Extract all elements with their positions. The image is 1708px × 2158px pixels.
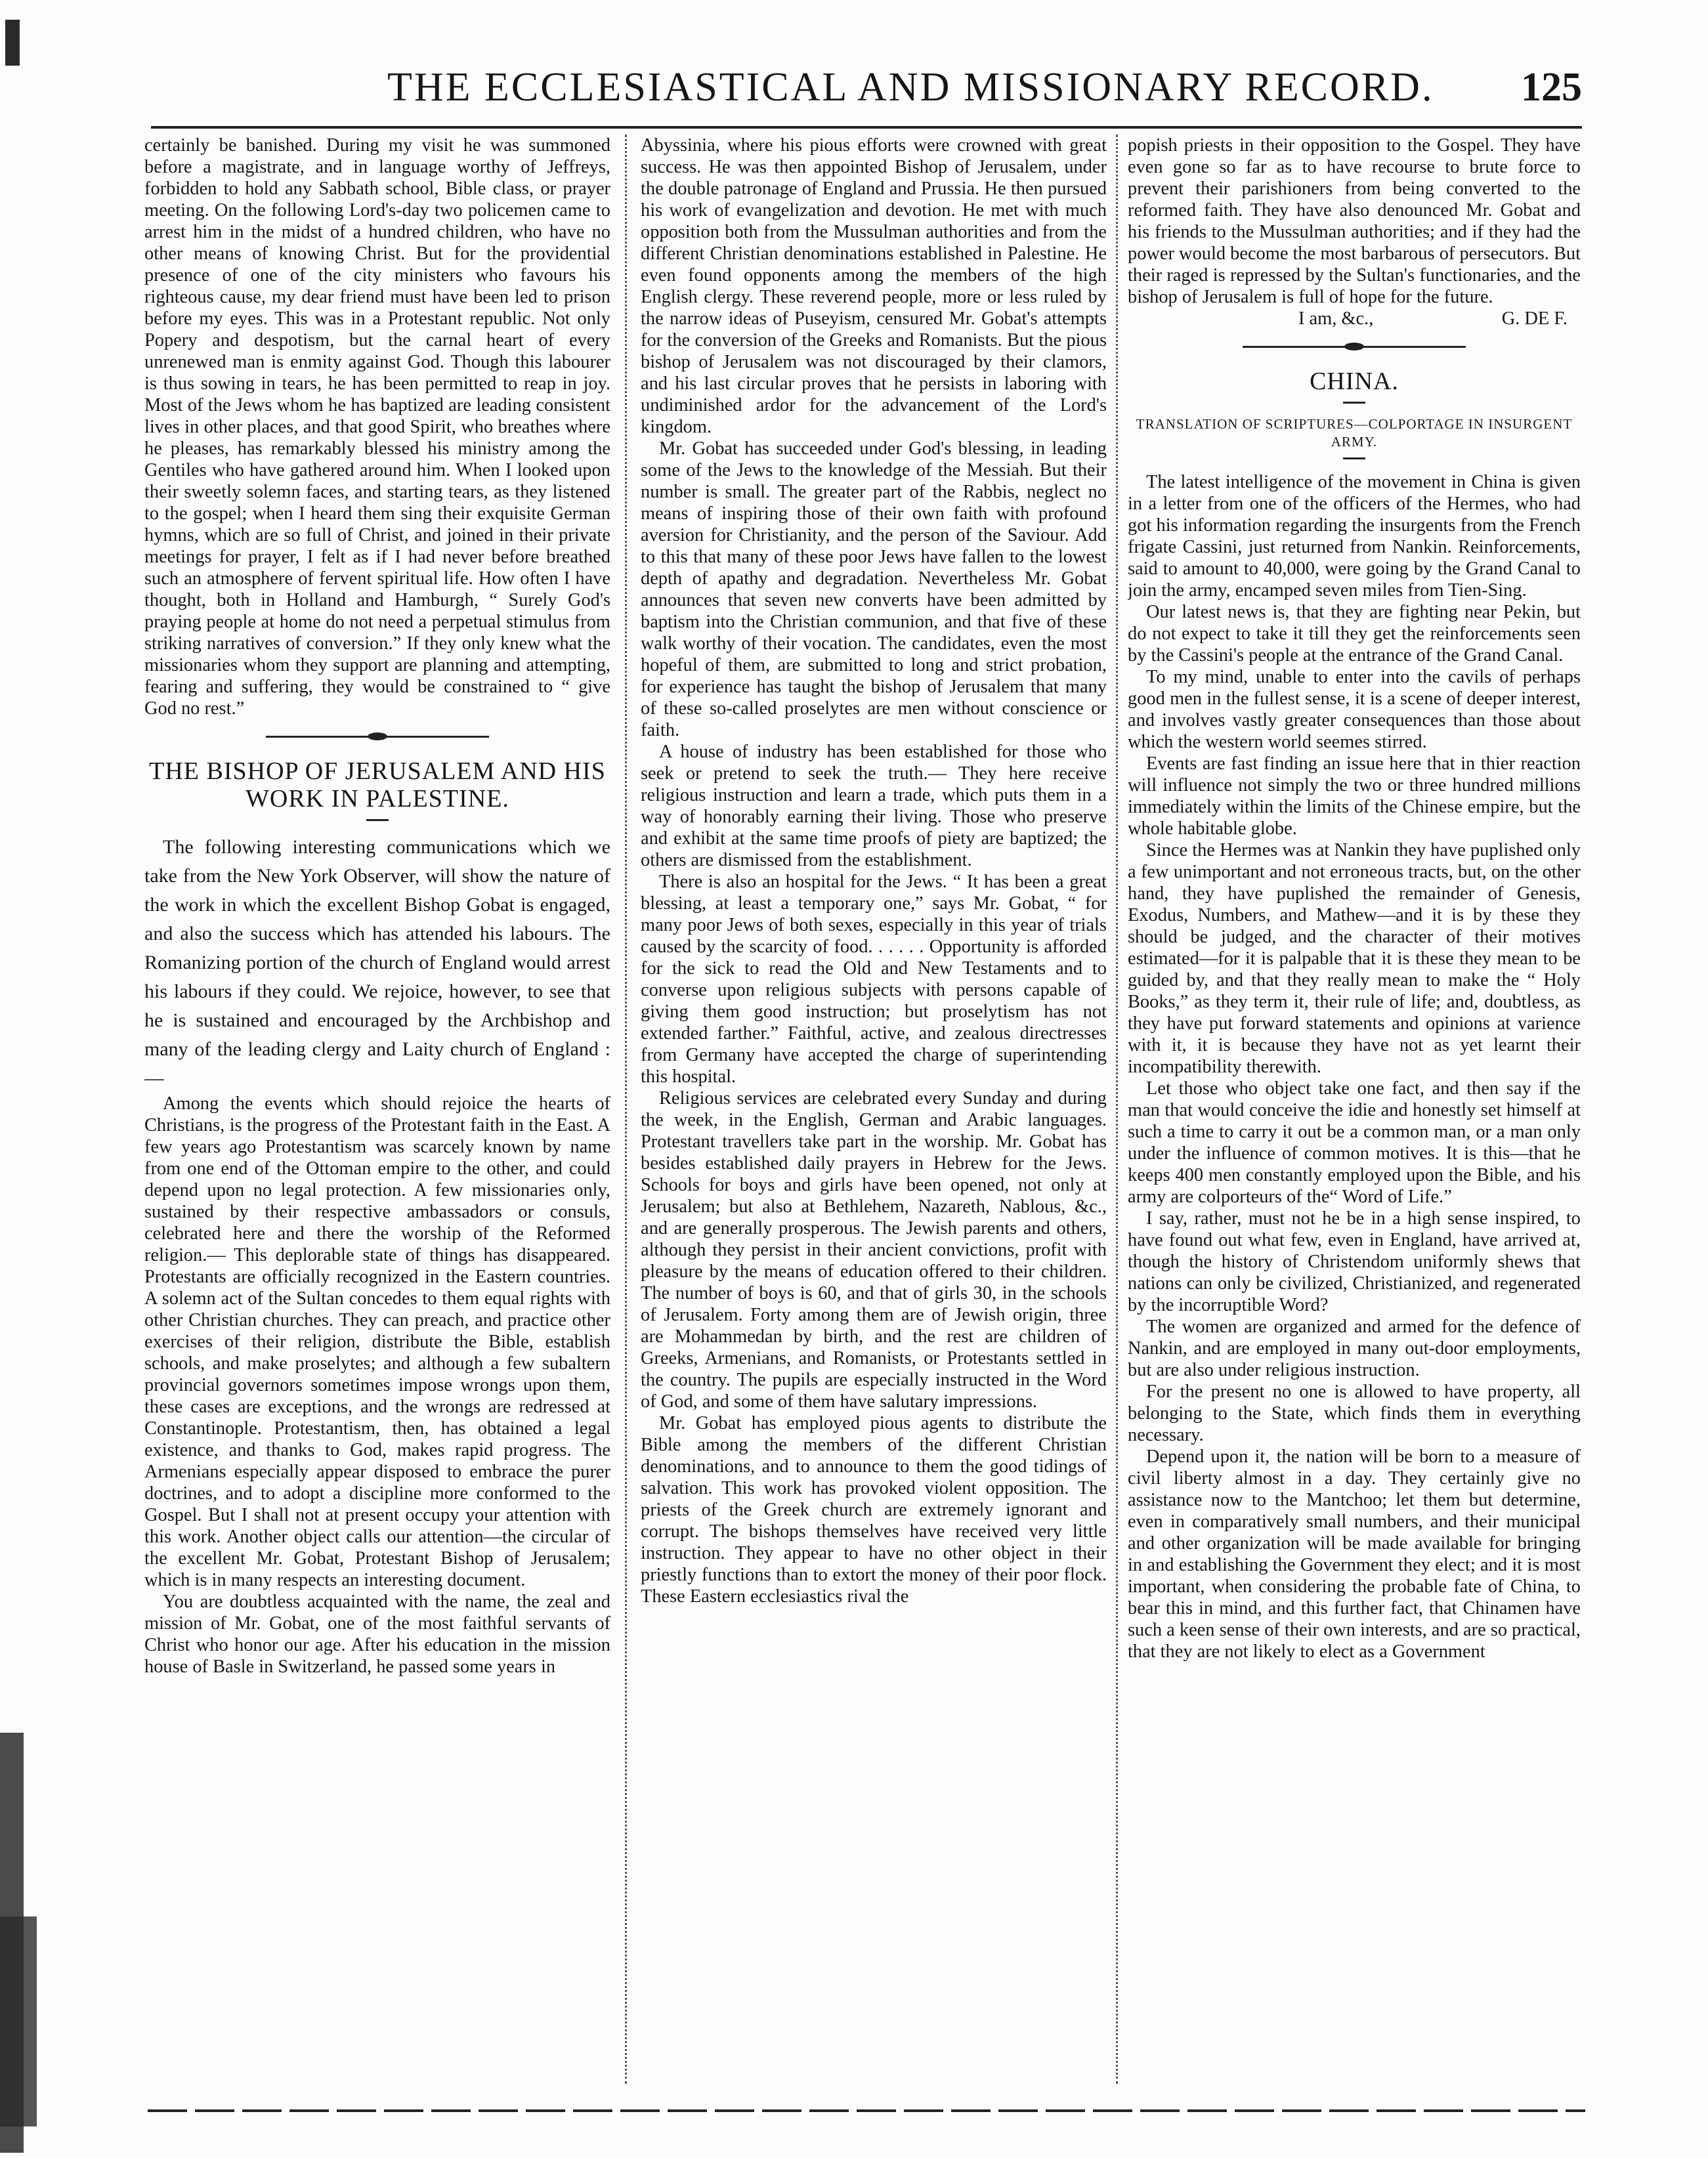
paragraph: For the present no one is allowed to have property, all belonging to the State, which finds them in everything necessary. (1128, 1382, 1581, 1445)
article-heading: THE BISHOP OF JERUSALEM AND HIS WORK IN PALESTINE. (149, 757, 606, 813)
heading-dash (366, 819, 389, 821)
scan-edge-mark (5, 20, 20, 66)
paragraph: A house of industry has been established for those who seek or pretend to seek the truth.— They here receive religious instruction and learn a trade, which puts them in a way of honorably earning their living. Those who preserve and exhibit at the same time proofs of piety are baptized; the others are dismissed from the establishment. (641, 742, 1107, 870)
paragraph: Among the events which should rejoice the hearts of Christians, is the progress of the Protestant faith in the East. A few years ago Protestantism was scarcely known by name from one end of the Ottoman empire to the other, and could depend upon no legal protection. A few missionaries only, sustained by their respective ambassadors or consuls, celebrated here and there the worship of the Reformed religion.— This deplorable state of things has disappeared. Protestants are officially recognized in the Eastern countries. A solemn act of the Sultan concedes to them equal rights with other Christian churches. They can preach, and practice other exercises of their religion, distribute the Bible, establish schools, and make proselytes; and although a few subaltern provincial governors sometimes impose wrongs upon them, these cases are exceptions, and the wrongs are redressed at Constantinople. Protestantism, then, has obtained a legal existence, and thanks to God, makes rapid progress. The Armenians especially appear disposed to embrace the purer doctrines, and to adopt a discipline more conformed to the Gospel. But I shall not at present occupy your attention with this work. Another object calls our attention—the circular of the excellent Mr. Gobat, Protestant Bishop of Jerusalem; which is in many respects an interesting document. (144, 1093, 610, 1590)
paragraph: Our latest news is, that they are fighting near Pekin, but do not expect to take it till they get the reinforcements seen by the Cassini's people at the entrance of the Grand Canal. (1128, 602, 1581, 666)
column-divider (625, 135, 627, 2084)
header-rule (151, 126, 1582, 129)
paragraph: Since the Hermes was at Nankin they have puplished only a few unimportant and not erroneous tracts, but, on the other hand, they have puplished the remainder of Genesis, Exodus, Numbers, and Mathew—and it is by these they should be judged, and the character of their motives estimated—for it is palpable that it is these they mean to be guided by, and that they really mean to make the “ Holy Books,” as they term it, their rule of life; and, doubtless, as they have put forward statements and opinions at varience with it, it is because they have not as yet learnt their incompatibility therewith. (1128, 840, 1581, 1077)
page-header (151, 64, 1582, 123)
paragraph: popish priests in their opposition to the Gospel. They have even gone so far as to have recourse to brute force to prevent their parishioners from being converted to the reformed faith. They have also denounced Mr. Gobat and his friends to the Mussulman authorities; and if they had the power would become the most barbarous of persecutors. But their raged is repressed by the Sultan's functionaries, and the bishop of Jerusalem is full of hope for the future. (1128, 135, 1581, 307)
paragraph: To my mind, unable to enter into the cavils of perhaps good men in the fullest sense, it is a scene of deeper interest, and involves vastly greater consequences than those about which the western world seemes stirred. (1128, 667, 1581, 752)
page-number: 125 (1521, 65, 1582, 110)
signoff-closing: I am, &c., (1298, 308, 1374, 329)
signoff-signature: G. DE F. (1501, 308, 1568, 329)
column-3 (1128, 135, 1581, 2090)
article-heading: CHINA. (1310, 368, 1399, 395)
paragraph: Let those who object take one fact, and then say if the man that would conceive the idie and honestly set himself at such a time to carry it out be a common man, or a man only under the influence of common motives. It is this—that he keeps 400 men constantly employed upon the Bible, and his army are colporteurs of the“ Word of Life.” (1128, 1078, 1581, 1207)
paragraph: The latest intelligence of the movement in China is given in a letter from one of the officers of the Hermes, who had got his information regarding the insurgents from the French frigate Cassini, just returned from Nankin. Reinforcements, said to amount to 40,000, were going by the Grand Canal to join the army, encamped seven miles from Tien-Sing. (1128, 472, 1581, 601)
column-1 (144, 135, 610, 2090)
paragraph: Mr. Gobat has succeeded under God's blessing, in leading some of the Jews to the knowledge of the Messiah. But their number is small. The greater part of the Rabbis, neglect no means of inspiring those of their own faith with profound aversion for Christianity, and the person of the Saviour. Add to this that many of these poor Jews have fallen to the lowest depth of apathy and degradation. Nevertheless Mr. Gobat announces that seven new converts have been admitted by baptism into the Christian communion, and that five of these walk worthy of their vocation. The candidates, even the most hopeful of them, are submitted to long and strict probation, for experience has taught the bishop of Jerusalem that many of these so-called proselytes are men without conscience or faith. (641, 438, 1107, 740)
article-subheading: TRANSLATION OF SCRIPTURES—COLPORTAGE IN INSURGENT ARMY. (1136, 416, 1573, 450)
paragraph: Religious services are celebrated every Sunday and during the week, in the English, German and Arabic languages. Protestant travellers take part in the worship. Mr. Gobat has besides established daily prayers in Hebrew for the Jews. Schools for boys and girls have been opened, not only at Jerusalem; but also at Bethlehem, Nazareth, Nablous, &c., and are generally prosperous. The Jewish parents and others, although they persist in their ancient convictions, profit with pleasure by the means of education offered to their children. The number of boys is 60, and that of girls 30, in the schools of Jerusalem. Forty among them are of Jewish origin, three are Mohammedan by birth, and the rest are children of Greeks, Armenians, and Romanists, or Protestants settled in the country. The pupils are especially instructed in the Word of God, and some of them have salutary impressions. (641, 1088, 1107, 1412)
paragraph: I say, rather, must not he be in a high sense inspired, to have found out what few, even in England, have arrived at, though the history of Christendom uniformly shews that nations can only be civilized, Christianized, and regenerated by the incorruptible Word? (1128, 1208, 1581, 1315)
paragraph: There is also an hospital for the Jews. “ It has been a great blessing, at least a temporary one,” says Mr. Gobat, “ for many poor Jews of both sexes, especially in this year of trials caused by the scarcity of food. . . . . . Opportunity is afforded for the sick to read the Old and New Testaments and to converse upon religious subjects with persons capable of giving them good instruction; but proselytism has not extended farther.” Faithful, active, and zealous directresses from Germany have accepted the charge of superintending this hospital. (641, 872, 1107, 1087)
heading-dash (1343, 402, 1365, 404)
paragraph: You are doubtless acquainted with the name, the zeal and mission of Mr. Gobat, one of the most faithful servants of Christ who honor our age. After his education in the mission house of Basle in Switzerland, he passed some years in (144, 1592, 610, 1677)
paragraph: certainly be banished. During my visit he was summoned before a magistrate, and in language worthy of Jeffreys, forbidden to hold any Sabbath school, Bible class, or prayer meeting. On the following Lord's-day two policemen came to arrest him in the midst of a hundred children, who have no other means of knowing Christ. But for the providential presence of one of the city ministers who favours his righteous cause, my dear friend must have been led to prison before my eyes. This was in a Protestant republic. Not only Popery and despotism, but the carnal heart of every unrenewed man is enmity against God. Though this labourer is thus sowing in tears, he has been permitted to reap in joy. Most of the Jews whom he has baptized are leading consistent lives in other places, and that good Spirit, who breathes where he pleases, has remarkably blessed his ministry among the Gentiles who have gathered around him. When I looked upon their sweetly solemn faces, and starting tears, as they listened to the gospel; when I heard them sing their exquisite German hymns, which are so full of Christ, and joined in their private meetings for prayer, I felt as if I had never before breathed such an atmosphere of fervent spiritual life. How often I have thought, both in Holland and Hamburgh, “ Surely God's praying people at home do not need a perpetual stimulus from striking narratives of conversion.” If they only knew what the missionaries whom they support are planning and attempting, fearing and suffering, they would be constrained to “ give God no rest.” (144, 135, 610, 719)
section-ornament (1243, 343, 1466, 350)
paragraph: Events are fast finding an issue here that in thier reaction will influence not simply the two or three hundred millions immediately within the limits of the Chinese empire, but the whole habitable globe. (1128, 753, 1581, 839)
heading-dash (1343, 457, 1365, 459)
paragraph: Mr. Gobat has employed pious agents to distribute the Bible among the members of the different Christian denominations, and to announce to them the good tidings of salvation. This work has provoked violent opposition. The priests of the Greek church are extremely ignorant and corrupt. The bishops themselves have received very little instruction. They appear to have no other object in their priestly functions than to extort the money of their poor flock. These Eastern ecclesiastics rival the (641, 1413, 1107, 1607)
paragraph: Depend upon it, the nation will be born to a measure of civil liberty almost in a day. They certainly give no assistance now to the Mantchoo; let them but determine, even in comparatively small numbers, and their municipal and other organization will be made available for bringing in and establishing the Government they elect; and it is most important, when considering the probable fate of China, to bear this in mind, and this further fact, that Chinamen have such a keen sense of their own interests, and are so practical, that they are not likely to elect as a Government (1128, 1447, 1581, 1662)
footer-rule (148, 2109, 1585, 2112)
section-ornament (266, 732, 489, 740)
article-intro: The following interesting communications which we take from the New York Observer, will show the nature of the work in which the excellent Bishop Gobat is engaged, and also the success which has attended his labours. The Romanizing portion of the church of England would arrest his labours if they could. We rejoice, however, to see that he is sustained and encouraged by the Archbishop and many of the leading clergy and Laity church of England :— (144, 836, 610, 1089)
page-title: THE ECCLESIASTICAL AND MISSIONARY RECORD. (387, 65, 1434, 110)
column-2 (641, 135, 1107, 2090)
scan-edge-mark (0, 1916, 37, 2126)
paragraph: Abyssinia, where his pious efforts were crowned with great success. He was then appointed Bishop of Jerusalem, under the double patronage of England and Prussia. He then pursued his work of evangelization and devotion. He met with much opposition both from the Mussulman authorities and from the different Christian denominations established in Palestine. He even found opponents among the members of the high English clergy. These reverend people, more or less ruled by the narrow ideas of Puseyism, censured Mr. Gobat's attempts for the conversion of the Greeks and Romanists. But the pious bishop of Jerusalem was not discouraged by their clamors, and his last circular proves that he persists in laboring with undiminished ardor for the advancement of the Lord's kingdom. (641, 135, 1107, 437)
letter-signoff (1128, 308, 1581, 329)
column-divider (1116, 135, 1118, 2084)
paragraph: The women are organized and armed for the defence of Nankin, and are employed in many out-door employments, but are also under religious instruction. (1128, 1317, 1581, 1380)
